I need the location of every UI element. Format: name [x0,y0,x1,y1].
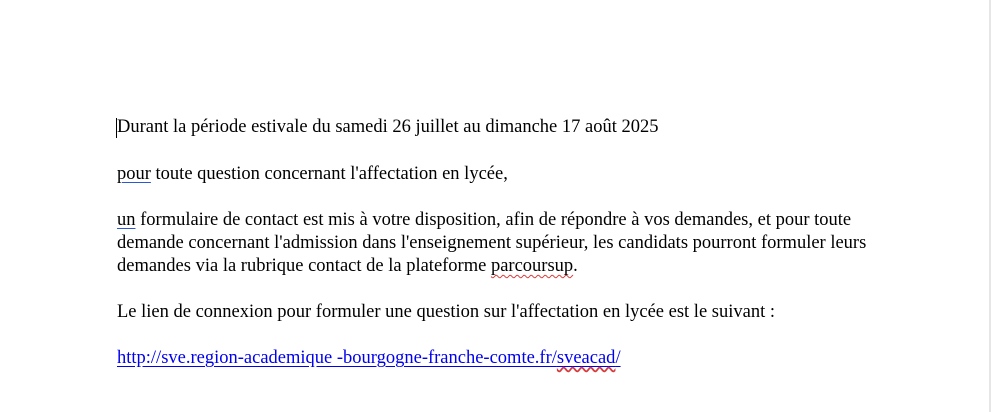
paragraph-affectation-question-text: toute question concernant l'affectation en lycée, [150,164,508,184]
grammar-flagged-word[interactable]: pour [117,164,151,184]
link-suffix: / [615,348,621,368]
paragraph-link[interactable] [117,347,887,370]
paragraph-contact-form[interactable] [117,209,887,278]
paragraph-contact-form-end: . [573,256,578,276]
sveacad-link[interactable] [117,348,621,368]
paragraph-affectation-question[interactable] [117,163,887,186]
spelling-flagged-word[interactable]: parcoursup [490,256,574,276]
paragraph-connection-link-intro[interactable] [117,301,887,324]
paragraph-period[interactable] [117,116,887,139]
text-cursor [116,118,117,138]
paragraph-contact-form-text: formulaire de contact est mis à votre disposition, afin de répondre à vos demandes, et pour toute demande concernant l'admission dans l'enseignement supérieur, les candidats pourront formuler leurs demandes via la rubrique contact de la plateforme [117,210,867,276]
paragraph-period-text: Durant la période estivale du samedi 26 juillet au dimanche 17 août 2025 [117,117,659,137]
link-spelling-flagged-word: sveacad [556,348,616,368]
grammar-flagged-word[interactable]: un [117,210,136,230]
document-body[interactable] [117,116,887,370]
paragraph-connection-link-intro-text: Le lien de connexion pour formuler une question sur l'affectation en lycée est le suivant : [117,302,775,322]
link-prefix: http://sve.region-academique -bourgogne-franche-comte.fr/ [117,348,557,368]
